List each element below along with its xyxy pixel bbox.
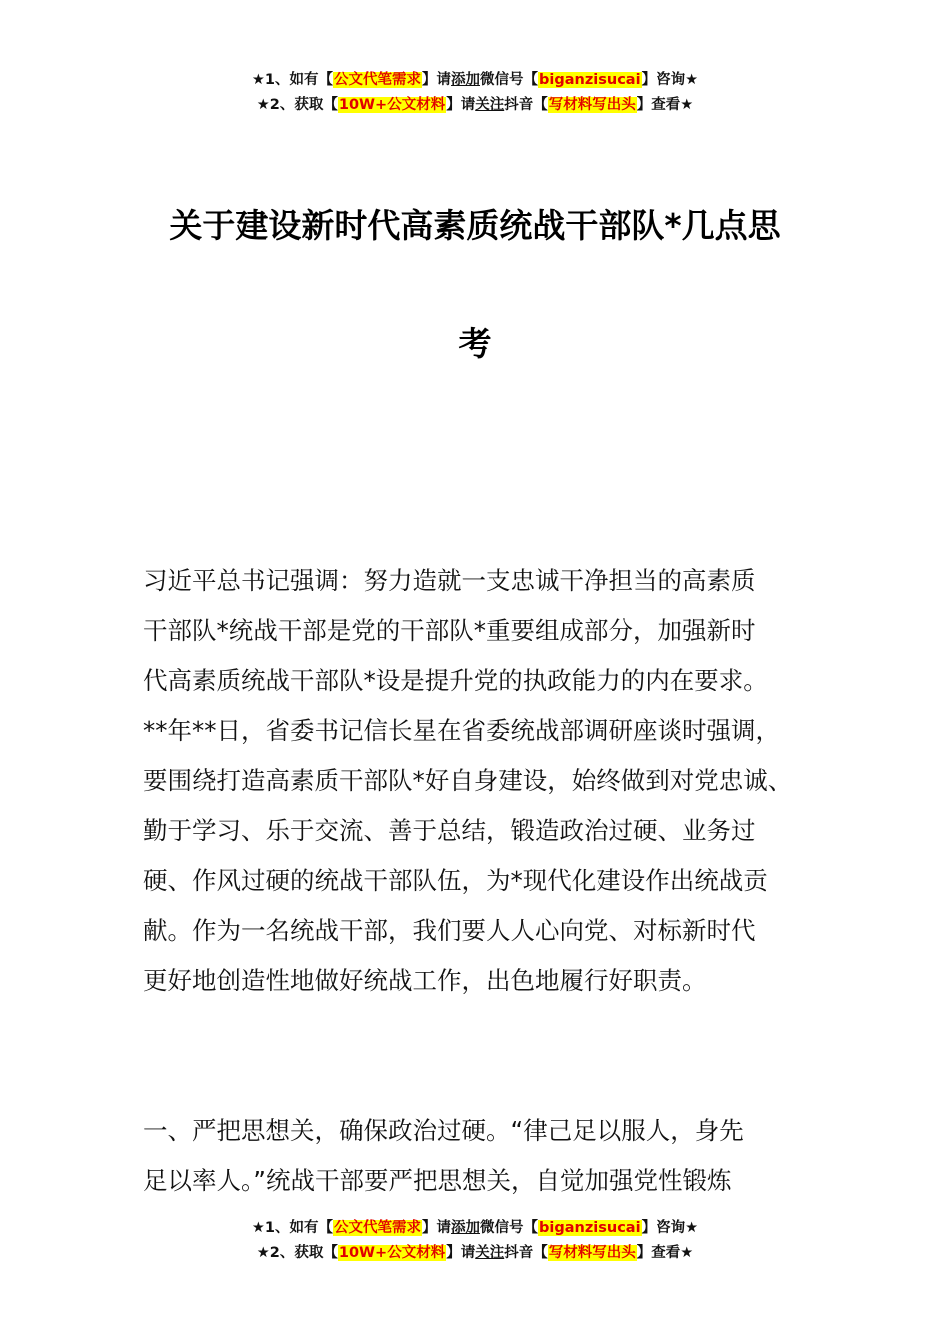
promo-text: 】查看★ bbox=[636, 1245, 694, 1261]
promo-wechat-id: biganzisucai bbox=[539, 1220, 641, 1236]
promo-douyin-id: 写材料写出头 bbox=[548, 1245, 636, 1261]
body-paragraph-1 bbox=[143, 556, 833, 1006]
promo-text: ★2、获取【 bbox=[256, 1245, 338, 1261]
promo-text: 】请 bbox=[422, 1220, 452, 1236]
promo-line-1 bbox=[0, 68, 950, 93]
text-line: 干部队*统战干部是党的干部队*重要组成部分，加强新时 bbox=[143, 616, 756, 645]
text-line: 更好地创造性地做好统战工作，出色地履行好职责。 bbox=[143, 966, 707, 995]
promo-text: ★1、如有【 bbox=[251, 1220, 334, 1236]
promo-text: 抖音【 bbox=[504, 1245, 548, 1261]
promo-text: 】咨询★ bbox=[641, 72, 699, 88]
promo-text: 】请 bbox=[446, 97, 476, 113]
promo-text: 微信号【 bbox=[480, 72, 539, 88]
text-line: 一、严把思想关，确保政治过硬。“律己足以服人，身先 bbox=[143, 1116, 744, 1145]
promo-underlined: 关注 bbox=[475, 97, 505, 113]
promo-highlight: 10W+公文材料 bbox=[338, 1245, 446, 1261]
promo-text: ★1、如有【 bbox=[251, 72, 334, 88]
promo-underlined: 关注 bbox=[475, 1245, 505, 1261]
promo-line-2 bbox=[0, 1241, 950, 1266]
promo-underlined: 添加 bbox=[451, 72, 481, 88]
body-paragraph-2 bbox=[143, 1106, 833, 1206]
promo-line-1 bbox=[0, 1216, 950, 1241]
text-line: 硬、作风过硬的统战干部队伍，为*现代化建设作出统战贡 bbox=[143, 866, 768, 895]
text-line: 代高素质统战干部队*设是提升党的执政能力的内在要求。 bbox=[143, 666, 768, 695]
promo-text: 抖音【 bbox=[504, 97, 548, 113]
promo-banner-bottom bbox=[0, 1216, 950, 1266]
promo-text: 】咨询★ bbox=[641, 1220, 699, 1236]
promo-text: 】请 bbox=[422, 72, 452, 88]
promo-text: 】请 bbox=[446, 1245, 476, 1261]
promo-text: 微信号【 bbox=[480, 1220, 539, 1236]
promo-highlight: 10W+公文材料 bbox=[338, 97, 446, 113]
promo-text: 】查看★ bbox=[636, 97, 694, 113]
text-line: 献。作为一名统战干部，我们要人人心向党、对标新时代 bbox=[143, 916, 756, 945]
text-line: 要围绕打造高素质干部队*好自身建设，始终做到对党忠诚、 bbox=[143, 766, 793, 795]
promo-banner-top bbox=[0, 68, 950, 118]
promo-underlined: 添加 bbox=[451, 1220, 481, 1236]
text-line: **年**日，省委书记信长星在省委统战部调研座谈时强调， bbox=[143, 716, 780, 745]
document-title-line-1: 关于建设新时代高素质统战干部队*几点思 bbox=[169, 206, 781, 245]
text-line: 足以率人。”统战干部要严把思想关，自觉加强党性锻炼 bbox=[143, 1166, 732, 1195]
promo-wechat-id: biganzisucai bbox=[539, 72, 641, 88]
promo-line-2 bbox=[0, 93, 950, 118]
text-line: 习近平总书记强调：努力造就一支忠诚干净担当的高素质 bbox=[143, 566, 756, 595]
text-line: 勤于学习、乐于交流、善于总结，锻造政治过硬、业务过 bbox=[143, 816, 756, 845]
promo-text: ★2、获取【 bbox=[256, 97, 338, 113]
promo-highlight: 公文代笔需求 bbox=[334, 72, 422, 88]
promo-douyin-id: 写材料写出头 bbox=[548, 97, 636, 113]
document-title-line-2: 考 bbox=[458, 324, 492, 363]
promo-highlight: 公文代笔需求 bbox=[334, 1220, 422, 1236]
